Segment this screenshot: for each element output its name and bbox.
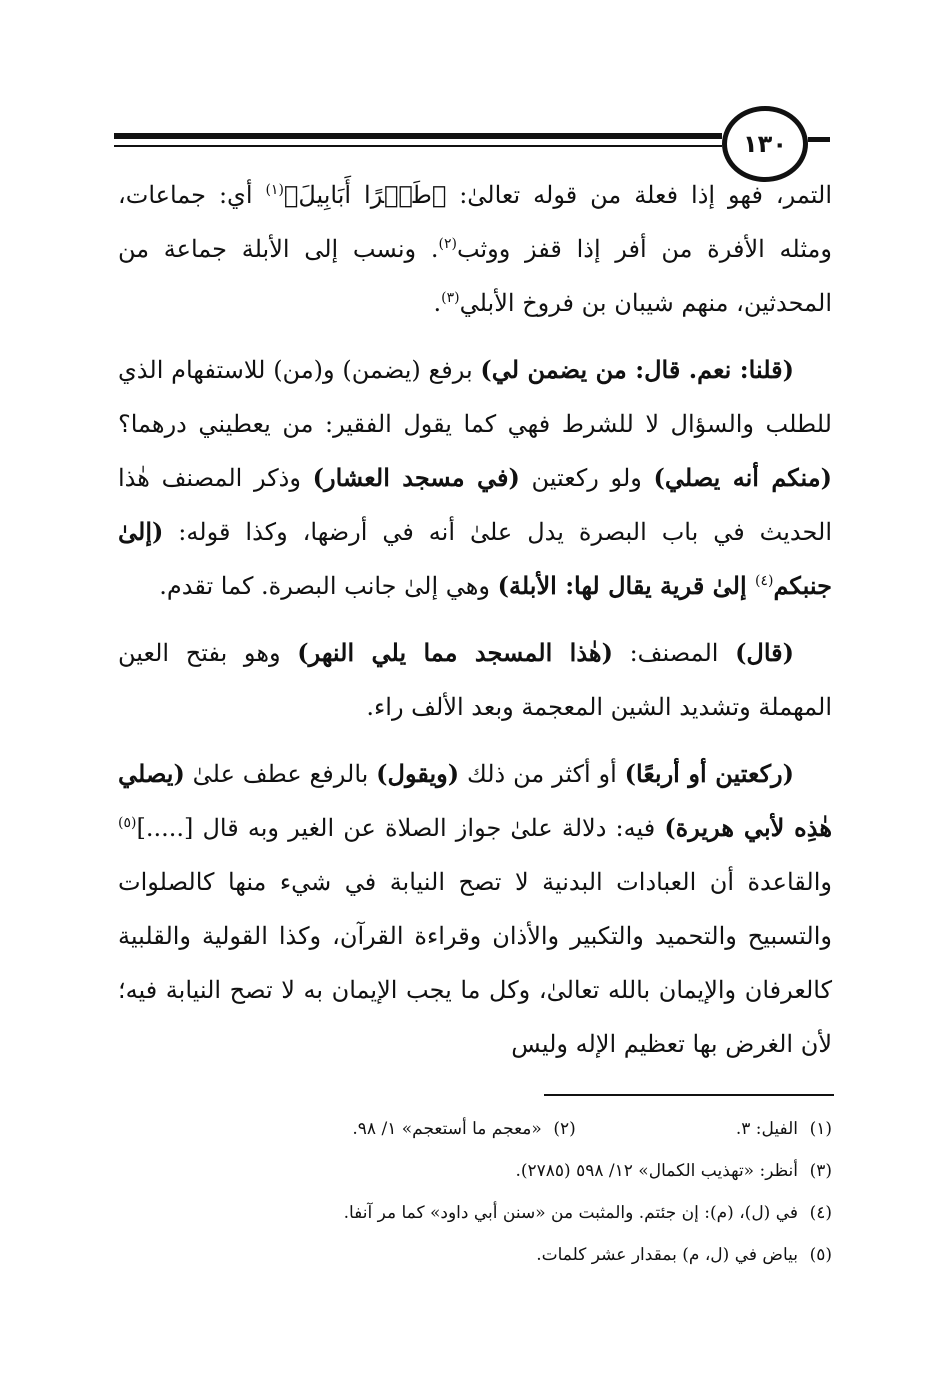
paragraph xyxy=(118,168,832,330)
footnote xyxy=(344,1203,832,1223)
text-run: وهو بفتح العين المهملة وتشديد الشين المعجمة وبعد الألف راء. xyxy=(118,639,832,721)
footnotes xyxy=(118,1108,832,1276)
paragraph xyxy=(118,343,832,613)
paragraph xyxy=(118,747,832,1071)
footnote xyxy=(515,1161,832,1181)
header-rule-tail xyxy=(808,137,830,142)
bold-text: (يصلي هٰذِه لأبي هريرة) xyxy=(118,759,832,842)
bold-text: (قلنا: نعم. قال: من يضمن لي) xyxy=(480,355,794,384)
text-run: المصنف: xyxy=(612,639,736,667)
footnote-row xyxy=(118,1234,832,1276)
footnote-number: (٣) xyxy=(809,1161,832,1181)
footnote xyxy=(536,1245,832,1265)
footnote-ref: (٢) xyxy=(438,236,457,252)
footnote-text: الفيل: ٣. xyxy=(735,1119,798,1139)
bold-text: (ويقول) xyxy=(376,759,460,788)
bold-text: (هٰذا المسجد مما يلي النهر) xyxy=(297,638,613,667)
footnote-number: (٤) xyxy=(809,1203,832,1223)
text-run: وذكر المصنف هٰذا الحديث في باب البصرة يدل علىٰ أنه في أرضها، وكذا قوله: xyxy=(118,464,833,546)
paragraph xyxy=(118,626,832,734)
footnote xyxy=(352,1119,575,1139)
bold-text: (ركعتين أو أربعًا) xyxy=(624,759,794,788)
footnote xyxy=(736,1119,832,1139)
main-text xyxy=(118,168,832,1084)
text-run: . xyxy=(433,289,442,317)
text-run: التمر، فهو إذا فعلة من قوله تعالىٰ: xyxy=(446,181,832,209)
footnote-number: (٥) xyxy=(809,1245,832,1265)
bold-text: (في مسجد العشار) xyxy=(312,463,520,492)
text-run: أو أكثر من ذلك xyxy=(459,760,625,788)
footnote-row xyxy=(118,1108,832,1150)
text-run: فيه: دلالة علىٰ جواز الصلاة عن الغير وبه قال [.....] xyxy=(136,814,665,842)
text-run: ﴿طَيۡرًا أَبَابِيلَ﴾ xyxy=(283,181,447,209)
footnote-text: «معجم ما أستعجم» ١/ ٩٨. xyxy=(352,1119,542,1139)
bold-text: (منكم أنه يصلي) xyxy=(653,463,833,492)
header-rule-thick xyxy=(114,133,722,139)
footnote-number: (١) xyxy=(809,1119,832,1139)
footnote-number: (٢) xyxy=(553,1119,576,1139)
bold-text: إلىٰ قرية يقال لها: الأبلة) xyxy=(497,571,755,600)
text-run: برفع (يضمن) و(من) للاستفهام الذي للطلب والسؤال لا للشرط فهي كما يقول الفقير: من يعطيني درهما؟ xyxy=(118,356,832,438)
footnote-separator xyxy=(544,1094,834,1096)
bold-text: (إلىٰ جنبكم xyxy=(118,517,832,600)
footnote-row xyxy=(118,1150,832,1192)
footnote-text: في (ل)، (م): إن جئتم. والمثبت من «سنن أبي داود» كما مر آنفا. xyxy=(343,1203,798,1223)
footnote-ref: (٤) xyxy=(754,573,774,589)
header-rule-thin xyxy=(114,145,722,147)
footnote-text: أنظر: «تهذيب الكمال» ١٢/ ٥٩٨ (٢٧٨٥). xyxy=(515,1161,798,1181)
text-run: والقاعدة أن العبادات البدنية لا تصح النيابة في شيء منها كالصلوات والتسبيح والتحميد والتكبير والأذان وقراءة القرآن، وكذا القولية والقلبية كالعرفان والإيمان بالله تعالىٰ، وكل ما يجب الإيمان به لا تصح النيابة فيه؛ لأن الغرض بها تعظيم الإله وليس xyxy=(118,868,832,1058)
footnote-ref: (١) xyxy=(265,182,284,198)
text-run: ولو ركعتين xyxy=(519,464,654,492)
text-run: بالرفع عطف علىٰ xyxy=(184,760,377,788)
text-run: وهي إلىٰ جانب البصرة. كما تقدم. xyxy=(159,572,498,600)
footnote-text: بياض في (ل، م) بمقدار عشر كلمات. xyxy=(536,1245,798,1265)
text-run: أي: جماعات، ومثله الأفرة من أفر إذا قفز ووثب xyxy=(118,181,833,263)
bold-text: (قال) xyxy=(735,638,795,667)
footnote-ref: (٣) xyxy=(441,290,460,306)
text-run: . ونسب إلى الأبلة جماعة من المحدثين، منهم شيبان بن فروخ الأبلي xyxy=(118,235,832,317)
footnote-row xyxy=(118,1192,832,1234)
page-number-text: ١٣٠ xyxy=(743,130,787,158)
footnote-ref: (٥) xyxy=(118,815,137,831)
